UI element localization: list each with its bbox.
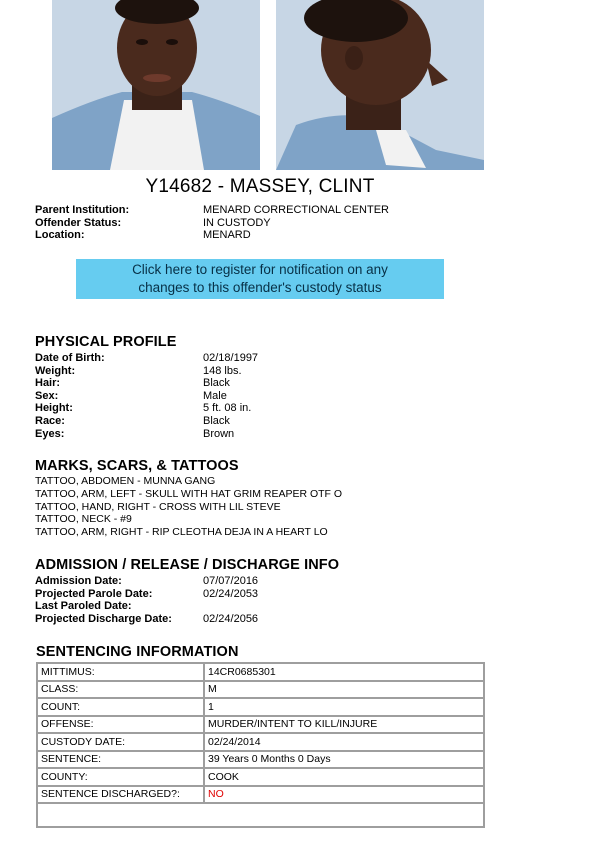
- notification-register-button[interactable]: [76, 259, 444, 299]
- profile-label: Height:: [35, 402, 73, 415]
- sentencing-value: 39 Years 0 Months 0 Days: [204, 751, 484, 769]
- status-row: [35, 204, 389, 217]
- profile-row: [35, 428, 258, 441]
- physical-profile: [35, 352, 258, 440]
- status-info: [35, 204, 389, 242]
- status-row: [35, 217, 389, 230]
- admission-row: [35, 600, 258, 613]
- admission-value: 02/24/2053: [203, 587, 259, 600]
- profile-value: Brown: [203, 427, 235, 440]
- status-value: MENARD CORRECTIONAL CENTER: [203, 204, 389, 216]
- profile-value: 5 ft. 08 in.: [203, 402, 252, 415]
- admission-value: 02/24/2056: [203, 612, 259, 625]
- status-value: MENARD: [203, 229, 251, 242]
- profile-label: Date of Birth:: [35, 352, 105, 364]
- mark-item: TATTOO, ARM, RIGHT - RIP CLEOTHA DEJA IN A HEART LO: [35, 526, 328, 539]
- title-separator: -: [217, 176, 225, 197]
- admission-row: [35, 613, 258, 626]
- table-row: [37, 663, 484, 681]
- table-row: [37, 716, 484, 734]
- admission-row: [35, 588, 258, 601]
- table-row-empty: [37, 803, 484, 827]
- admission-info: [35, 575, 258, 625]
- profile-label: Sex:: [35, 389, 59, 402]
- mark-item: TATTOO, NECK - #9: [35, 513, 132, 526]
- table-row: [37, 768, 484, 786]
- profile-value: Black: [203, 414, 230, 427]
- sentencing-value: MURDER/INTENT TO KILL/INJURE: [204, 716, 484, 734]
- sentencing-table: [36, 662, 485, 828]
- profile-label: Race:: [35, 414, 65, 427]
- table-row: [37, 733, 484, 751]
- notify-line-1: Click here to register for notification on any: [132, 262, 388, 277]
- physical-profile-heading: PHYSICAL PROFILE: [35, 334, 177, 350]
- admission-heading: ADMISSION / RELEASE / DISCHARGE INFO: [35, 557, 340, 573]
- status-label: Location:: [35, 229, 85, 242]
- table-row: [37, 681, 484, 699]
- sentencing-value: 14CR0685301: [204, 663, 484, 681]
- profile-value: 02/18/1997: [203, 352, 259, 364]
- admission-label: Projected Discharge Date:: [35, 612, 172, 625]
- admission-label: Admission Date:: [35, 575, 122, 587]
- profile-label: Hair:: [35, 377, 61, 390]
- profile-row: [35, 365, 258, 378]
- marks-list: [35, 475, 342, 539]
- notify-line-2: changes to this offender's custody status: [138, 280, 382, 295]
- admission-value: 07/07/2016: [203, 575, 259, 587]
- profile-value: Male: [203, 389, 227, 402]
- offender-id: Y14682: [145, 176, 213, 197]
- sentencing-label: COUNT:: [37, 698, 204, 716]
- marks-heading: MARKS, SCARS, & TATTOOS: [35, 458, 239, 474]
- front-mugshot: [52, 0, 260, 170]
- sentencing-heading: SENTENCING INFORMATION: [36, 644, 239, 660]
- sentencing-label: SENTENCE DISCHARGED?:: [37, 786, 204, 804]
- table-row: [37, 698, 484, 716]
- admission-row: [35, 575, 258, 588]
- status-value: IN CUSTODY: [203, 216, 271, 229]
- admission-label: Projected Parole Date:: [35, 587, 153, 600]
- sentencing-label: CLASS:: [37, 681, 204, 699]
- profile-row: [35, 377, 258, 390]
- offender-title: [0, 176, 520, 198]
- sentencing-label: COUNTY:: [37, 768, 204, 786]
- profile-label: Eyes:: [35, 427, 65, 440]
- profile-value: 148 lbs.: [203, 364, 242, 377]
- sentencing-label: MITTIMUS:: [37, 663, 204, 681]
- table-row: [37, 751, 484, 769]
- empty-cell: [37, 803, 484, 827]
- profile-row: [35, 402, 258, 415]
- mark-item: TATTOO, ARM, LEFT - SKULL WITH HAT GRIM REAPER OTF O: [35, 487, 343, 500]
- offender-name: MASSEY, CLINT: [229, 176, 375, 197]
- sentencing-label: SENTENCE:: [37, 751, 204, 769]
- status-row: [35, 229, 389, 242]
- status-label: Parent Institution:: [35, 204, 130, 216]
- profile-label: Weight:: [35, 364, 76, 377]
- mark-item: TATTOO, HAND, RIGHT - CROSS WITH LIL STEVE: [35, 500, 281, 513]
- profile-value: Black: [203, 377, 230, 390]
- mark-item: TATTOO, ABDOMEN - MUNNA GANG: [35, 475, 216, 487]
- sentencing-label: CUSTODY DATE:: [37, 733, 204, 751]
- profile-row: [35, 352, 258, 365]
- admission-label: Last Paroled Date:: [35, 600, 132, 613]
- profile-row: [35, 390, 258, 403]
- sentencing-value: 02/24/2014: [204, 733, 484, 751]
- sentencing-value: COOK: [204, 768, 484, 786]
- table-row: [37, 786, 484, 804]
- sentencing-value: M: [204, 681, 484, 699]
- profile-row: [35, 415, 258, 428]
- side-mugshot: [276, 0, 484, 170]
- discharged-value: NO: [204, 786, 484, 804]
- sentencing-label: OFFENSE:: [37, 716, 204, 734]
- status-label: Offender Status:: [35, 216, 122, 229]
- sentencing-value: 1: [204, 698, 484, 716]
